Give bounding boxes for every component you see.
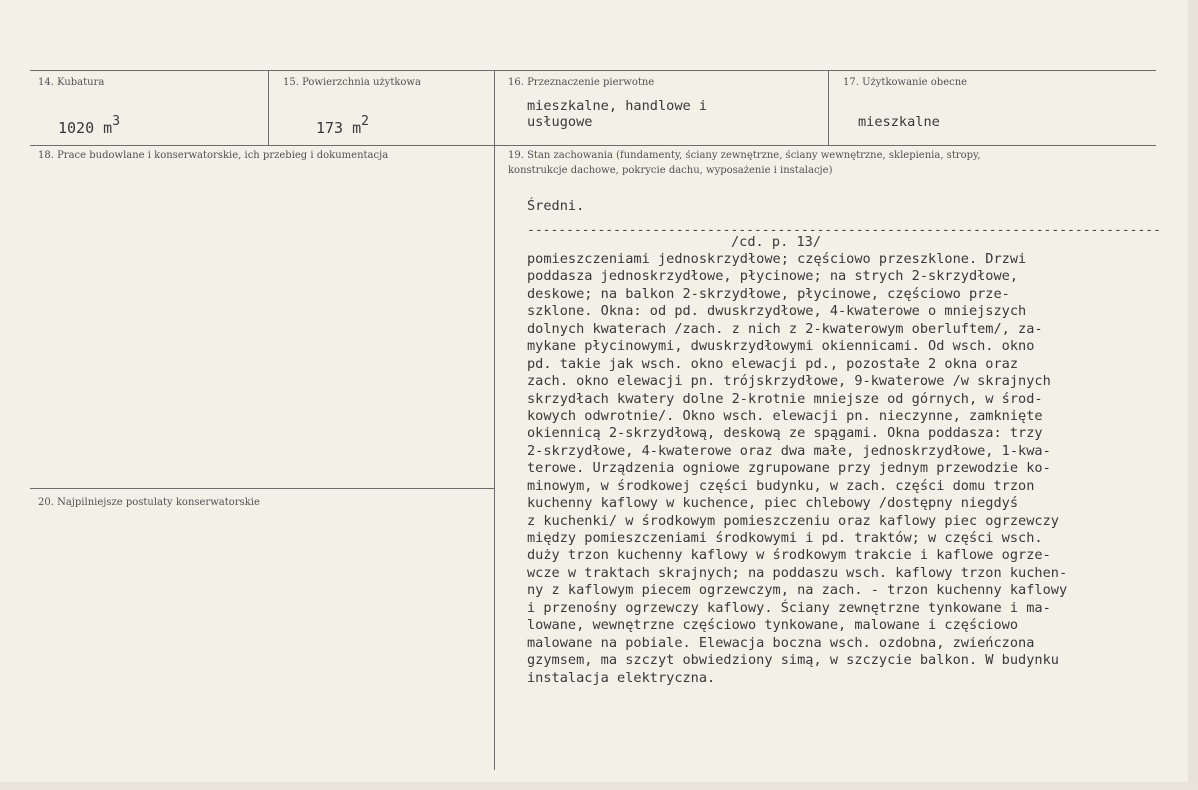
field-14-label: 14. Kubatura — [38, 77, 105, 88]
condition-text-line: minowym, w środkowej części budynku, w zach. części domu trzon — [527, 477, 1035, 494]
field-14-value — [58, 116, 120, 137]
condition-text-line: instalacja elektryczna. — [527, 669, 716, 686]
field-15-label: 15. Powierzchnia użytkowa — [283, 77, 421, 88]
col-divider-2 — [494, 70, 495, 770]
condition-text-line: dolnych kwaterach /zach. z nich z 2-kwaterowym oberluftem/, za- — [527, 320, 1043, 337]
field-15-unit-exponent: 2 — [361, 114, 369, 129]
condition-text-line: poddasza jednoskrzydłowe, płycinowe; na strych 2-skrzydłowe, — [527, 268, 1019, 285]
condition-text-line: pd. takie jak wsch. okno elewacji pd., pozostałe 2 okna oraz — [527, 355, 1019, 372]
section-divider-18-20 — [30, 488, 494, 489]
condition-text-block — [527, 251, 1067, 687]
condition-text-line: okiennicą 2-skrzydłową, deskową ze spągami. Okna poddasza: trzy — [527, 425, 1043, 442]
condition-text-line: gzymsem, ma szczyt obwiedziony simą, w szczycie balkon. W budynku — [527, 652, 1059, 669]
field-19-label-line-1: 19. Stan zachowania (fundamenty, ściany zewnętrzne, ściany wewnętrzne, sklepienia, stropy, — [508, 150, 981, 161]
field-15-value-text: 173 m — [316, 119, 362, 137]
condition-text-line: wcze w traktach skrajnych; na poddaszu wsch. kaflowy trzon kuchen- — [527, 564, 1068, 581]
dashed-separator: --------------------------------------------------------------------------------- — [527, 223, 1161, 238]
col-divider-3 — [828, 70, 829, 146]
card-edge-bottom — [0, 782, 1198, 790]
field-18-label: 18. Prace budowlane i konserwatorskie, ich przebieg i dokumentacja — [38, 150, 389, 161]
condition-text-line: między pomieszczeniami środkowymi i pd. traktów; w części wsch. — [527, 530, 1043, 546]
condition-text-line: zach. okno elewacji pn. trójskrzydłowe, 9-kwaterowe /w skrajnych — [527, 373, 1051, 390]
field-20-label: 20. Najpilniejsze postulaty konserwatorskie — [38, 497, 260, 508]
field-19-summary: Średni. — [527, 198, 585, 214]
condition-text-line: duży trzon kuchenny kaflowy w środkowym trakcie i kaflowe ogrze- — [527, 547, 1051, 564]
card-edge-right — [1188, 0, 1198, 790]
condition-text-line: kuchenny kaflowy w kuchence, piec chlebowy /dostępny niegdyś — [527, 495, 1019, 512]
continuation-note: /cd. p. 13/ — [731, 234, 822, 250]
field-16-value-line-2: usługowe — [527, 114, 593, 130]
condition-text-line: pomieszczeniami jednoskrzydłowe; częściowo przeszklone. Drzwi — [527, 251, 1027, 267]
top-rule — [30, 70, 1156, 71]
condition-text-line: deskowe; na balkon 2-skrzydłowe, płycinowe, częściowo prze- — [527, 285, 1010, 302]
field-16-label: 16. Przeznaczenie pierwotne — [508, 77, 655, 88]
field-17-label: 17. Użytkowanie obecne — [843, 77, 968, 88]
row-divider — [30, 145, 1156, 146]
field-19-label-line-2: konstrukcje dachowe, pokrycie dachu, wyposażenie i instalacje) — [508, 165, 833, 176]
condition-text-line: 2-skrzydłowe, 4-kwaterowe oraz dwa małe, jednoskrzydłowe, 1-kwa- — [527, 442, 1051, 459]
condition-text-line: kowych odwrotnie/. Okno wsch. elewacji pn. nieczynne, zamknięte — [527, 407, 1043, 424]
condition-text-line: skrzydłach kwatery dolne 2-krotnie mniejsze od górnych, w środ- — [527, 390, 1043, 407]
condition-text-line: ny z kaflowym piecem ogrzewczym, na zach. - trzon kuchenny kaflowy — [527, 582, 1068, 599]
field-15-value — [316, 116, 369, 137]
col-divider-1 — [268, 70, 269, 146]
condition-text-line: terowe. Urządzenia ogniowe zgrupowane przy jednym przewodzie ko- — [527, 460, 1051, 477]
field-14-value-text: 1020 m — [58, 119, 113, 137]
condition-text-line: mykane płycinowymi, dwuskrzydłowymi okiennicami. Od wsch. okno — [527, 338, 1035, 355]
field-17-value: mieszkalne — [858, 114, 940, 130]
condition-text-line: i przenośny ogrzewczy kaflowy. Ściany zewnętrzne tynkowane i ma- — [527, 599, 1051, 616]
field-16-value-line-1: mieszkalne, handlowe i — [527, 98, 708, 114]
condition-text-line: szklone. Okna: od pd. dwuskrzydłowe, 4-kwaterowe o mniejszych — [527, 303, 1027, 320]
condition-text-line: malowane na pobiale. Elewacja boczna wsch. ozdobna, zwieńczona — [527, 634, 1035, 651]
field-14-unit-exponent: 3 — [112, 114, 121, 129]
condition-text-line: z kuchenki/ w środkowym pomieszczeniu oraz kaflowy piec ogrzewczy — [527, 512, 1059, 529]
condition-text-line: lowane, wewnętrzne częściowo tynkowane, malowane i częściowo — [527, 617, 1019, 634]
